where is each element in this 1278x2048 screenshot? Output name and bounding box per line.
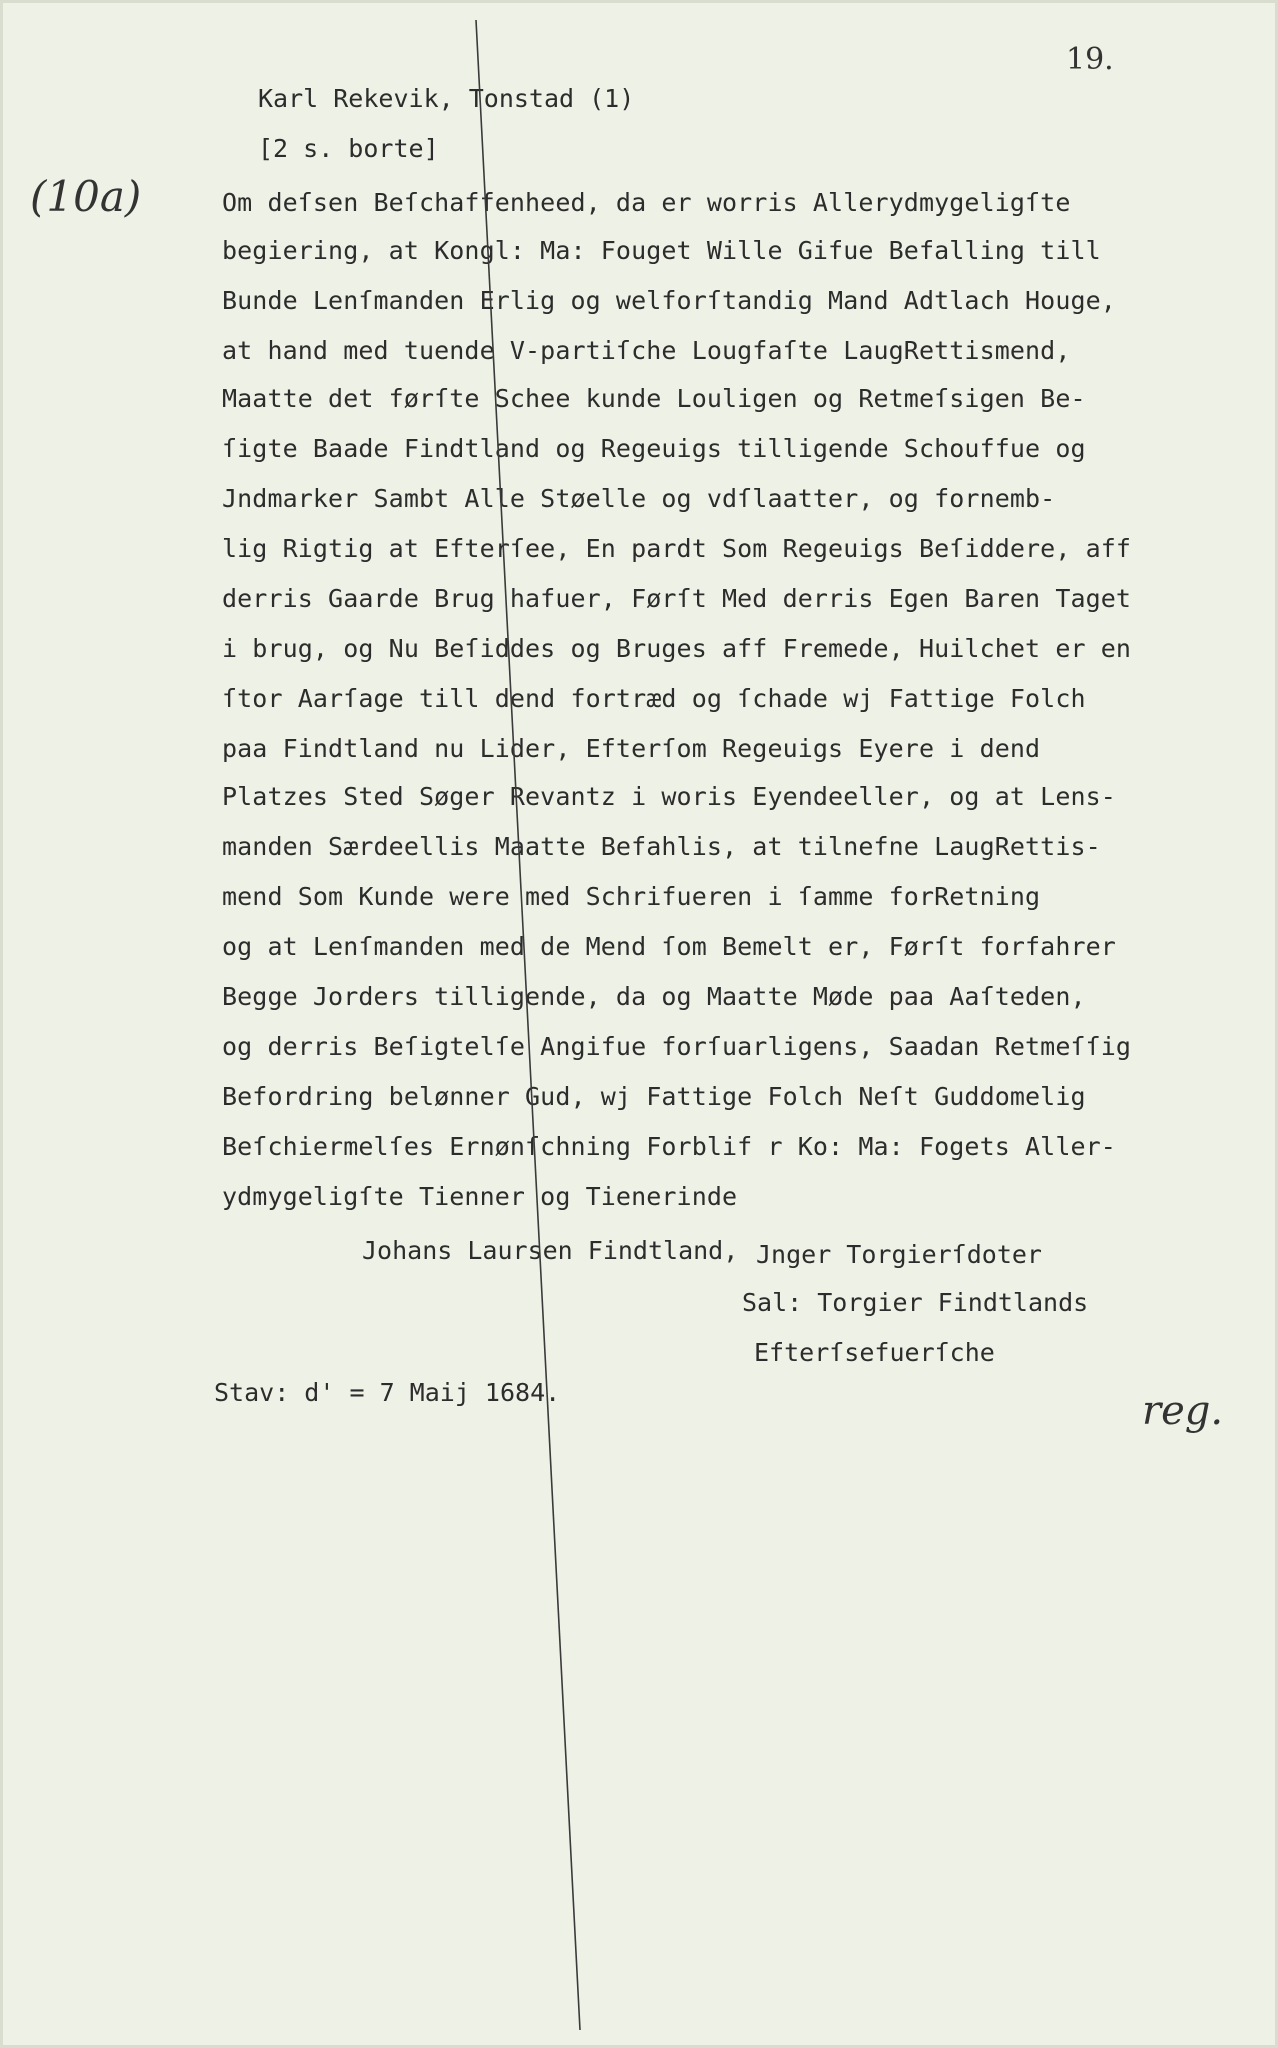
body-line-20: Beſchiermelſes Ernønſchning Forblif r Ko: Ma: Fogets Aller- [222, 1132, 1116, 1161]
body-line-15: mend Som Kunde were med Schrifueren i ſamme forRetning [222, 882, 1041, 911]
body-line-14: manden Særdeellis Maatte Befahlis, at tilnefne LaugRettis- [222, 832, 1101, 861]
signature-jnger: Jnger Torgierſdoter [756, 1240, 1042, 1269]
body-line-3: Bunde Lenſmanden Erlig og welforſtandig Mand Adtlach Houge, [222, 286, 1116, 315]
body-line-10: i brug, og Nu Beſiddes og Bruges aff Fremede, Huilchet er en [222, 634, 1132, 663]
header-note: [2 s. borte] [258, 134, 439, 163]
body-line-6: ſigte Baade Findtland og Regeuigs tilligende Schouffue og [222, 434, 1086, 463]
body-line-16: og at Lenſmanden med de Mend ſom Bemelt er, Førſt forfahrer [222, 932, 1116, 961]
body-line-5: Maatte det førſte Schee kunde Louligen og Retmeſsigen Be- [222, 384, 1086, 413]
body-line-13: Platzes Sted Søger Revantz i woris Eyendeeller, og at Lens- [222, 782, 1116, 811]
body-line-9: derris Gaarde Brug hafuer, Førſt Med derris Egen Baren Taget [222, 584, 1132, 613]
body-line-18: og derris Beſigtelſe Angifue forſuarligens, Saadan Retmeſſig [222, 1032, 1132, 1061]
signature-johans: Johans Laursen Findtland, [362, 1236, 739, 1265]
date-line: Stav: d' = 7 Maij 1684. [214, 1378, 561, 1407]
header-title: Karl Rekevik, Tonstad (1) [258, 84, 635, 113]
signature-sal-torgier: Sal: Torgier Findtlands [742, 1288, 1089, 1317]
body-line-12: paa Findtland nu Lider, Efterſom Regeuigs Eyere i dend [222, 734, 1041, 763]
page-number: 19. [1066, 42, 1114, 77]
body-line-4: at hand med tuende V-partiſche Lougfaſte LaugRettismend, [222, 336, 1071, 365]
body-line-8: lig Rigtig at Efterſee, En pardt Som Regeuigs Beſiddere, aff [222, 534, 1132, 563]
body-line-11: ſtor Aarſage till dend fortræd og ſchade wj Fattige Folch [222, 684, 1086, 713]
initials-mark: reg. [1142, 1388, 1224, 1434]
body-line-17: Begge Jorders tilligende, da og Maatte Møde paa Aaſteden, [222, 982, 1086, 1011]
body-line-21: ydmygeligſte Tienner og Tienerinde [222, 1182, 738, 1211]
body-line-7: Jndmarker Sambt Alle Støelle og vdſlaatter, og fornemb- [222, 484, 1056, 513]
signature-efterlevende: Efterſsefuerſche [754, 1338, 995, 1367]
margin-note: (10a) [30, 172, 142, 221]
body-line-2: begiering, at Kongl: Ma: Fouget Wille Gifue Befalling till [222, 236, 1101, 265]
body-line-19: Befordring belønner Gud, wj Fattige Folch Neſt Guddomelig [222, 1082, 1086, 1111]
body-line-1: Om deſsen Beſchaffenheed, da er worris Allerydmygeligſte [222, 188, 1071, 217]
